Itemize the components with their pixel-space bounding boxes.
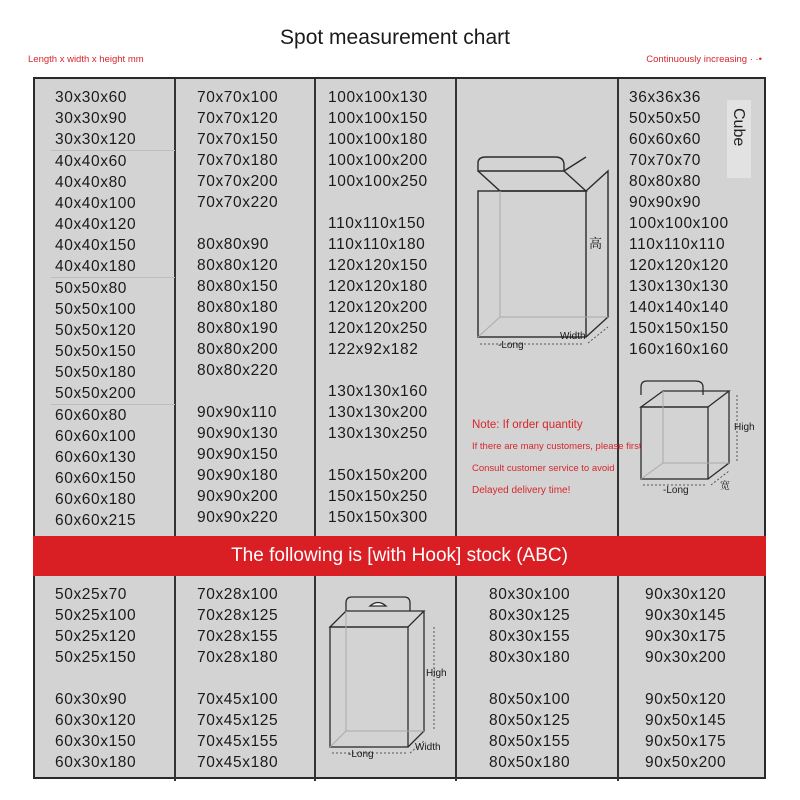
column-divider	[174, 576, 176, 781]
column-divider	[314, 79, 316, 536]
column-divider	[314, 576, 316, 781]
size-entry: 30x30x60	[55, 89, 128, 106]
size-entry: 70x28x100	[197, 586, 279, 603]
size-entry: 60x60x180	[55, 491, 137, 508]
size-entry: 90x90x150	[197, 446, 279, 463]
size-entry: 70x28x155	[197, 628, 279, 645]
cube-tag	[727, 100, 751, 178]
width-label: Width	[560, 331, 586, 342]
size-entry: 70x70x70	[629, 152, 702, 169]
size-entry: 90x50x200	[645, 754, 727, 771]
size-entry: 122x92x182	[328, 341, 419, 358]
size-entry: 100x100x180	[328, 131, 428, 148]
size-entry: 70x70x150	[197, 131, 279, 148]
size-entry: 70x45x125	[197, 712, 279, 729]
size-entry: 110x110x150	[328, 215, 426, 232]
size-entry: 70x70x220	[197, 194, 279, 211]
size-entry: 90x50x145	[645, 712, 727, 729]
size-entry: 70x45x155	[197, 733, 279, 750]
size-chart-frame	[33, 77, 766, 779]
size-entry: 80x80x180	[197, 299, 279, 316]
size-entry: 80x50x100	[489, 691, 571, 708]
continuously-increasing-label: Continuously increasing · ·•	[646, 54, 762, 65]
box-front-face	[478, 191, 586, 337]
size-entry: 130x130x250	[328, 425, 428, 442]
size-entry: 90x90x200	[197, 488, 279, 505]
size-entry: 40x40x120	[55, 216, 137, 233]
hook-size-column-2	[197, 584, 313, 773]
size-entry: 60x60x80	[55, 407, 128, 424]
size-entry: 70x70x200	[197, 173, 279, 190]
size-entry: 50x25x120	[55, 628, 137, 645]
size-entry: 150x150x150	[629, 320, 729, 337]
hook-long-label: -Long	[348, 749, 374, 760]
size-entry: 120x120x250	[328, 320, 428, 337]
size-entry: 50x50x200	[55, 385, 137, 402]
size-entry: 90x90x220	[197, 509, 279, 526]
size-entry: 60x60x150	[55, 470, 137, 487]
size-entry: 60x60x130	[55, 449, 137, 466]
size-entry: 90x30x120	[645, 586, 727, 603]
column-divider	[174, 79, 176, 536]
size-entry: 80x50x155	[489, 733, 571, 750]
size-entry: 90x90x110	[197, 404, 278, 421]
size-entry: 80x30x100	[489, 586, 571, 603]
size-entry: 50x50x80	[55, 280, 128, 297]
box-top-flap	[478, 157, 564, 171]
size-entry: 40x40x60	[55, 153, 128, 170]
size-entry: 80x80x220	[197, 362, 279, 379]
size-entry: 40x40x100	[55, 195, 137, 212]
size-entry: 60x30x150	[55, 733, 137, 750]
size-entry: 50x50x120	[55, 322, 137, 339]
size-entry: 90x30x145	[645, 607, 727, 624]
size-entry: 120x120x150	[328, 257, 428, 274]
cube-height-label: High	[734, 422, 755, 433]
size-entry: 110x110x110	[629, 236, 726, 253]
row-gap	[197, 381, 313, 402]
size-entry: 110x110x180	[328, 236, 426, 253]
note-line-2: If there are many customers, please first	[472, 440, 642, 452]
size-entry: 100x100x250	[328, 173, 428, 190]
size-entry: 50x50x50	[629, 110, 702, 127]
size-entry: 150x150x250	[328, 488, 428, 505]
row-gap	[489, 668, 615, 689]
size-entry: 100x100x100	[629, 215, 729, 232]
hook-size-column-3	[489, 584, 615, 773]
size-entry: 80x30x125	[489, 607, 571, 624]
size-entry: 80x80x200	[197, 341, 279, 358]
size-entry: 100x100x150	[328, 110, 428, 127]
size-entry: 100x100x200	[328, 152, 428, 169]
hook-height-label: High	[426, 668, 447, 679]
column-divider	[617, 576, 619, 781]
cube-tag-label: Cube	[730, 108, 747, 147]
size-entry: 70x45x100	[197, 691, 279, 708]
size-entry: 40x40x180	[55, 258, 137, 275]
hook-size-column-4	[645, 584, 765, 773]
size-entry: 90x90x90	[629, 194, 702, 211]
size-entry: 80x50x125	[489, 712, 571, 729]
size-entry: 60x60x60	[629, 131, 702, 148]
hook-width-label: Width	[415, 742, 441, 753]
row-gap	[645, 668, 765, 689]
tall-box-diagram	[460, 139, 620, 429]
size-entry: 80x30x180	[489, 649, 571, 666]
size-entry: 130x130x130	[629, 278, 729, 295]
size-entry: 50x50x100	[55, 301, 137, 318]
size-column-1	[55, 87, 171, 531]
size-entry: 120x120x180	[328, 278, 428, 295]
size-entry: 70x28x125	[197, 607, 279, 624]
size-entry: 70x70x100	[197, 89, 279, 106]
note-line-1: Note: If order quantity	[472, 419, 583, 431]
size-entry: 90x50x175	[645, 733, 727, 750]
size-entry: 60x30x180	[55, 754, 137, 771]
size-column-2	[197, 87, 313, 528]
size-entry: 60x60x215	[55, 512, 137, 529]
size-entry: 90x30x200	[645, 649, 727, 666]
size-entry: 50x25x100	[55, 607, 137, 624]
size-entry: 60x60x100	[55, 428, 137, 445]
size-entry: 70x28x180	[197, 649, 279, 666]
size-entry: 160x160x160	[629, 341, 729, 358]
cube-box-diagram	[633, 377, 758, 502]
order-note	[472, 419, 642, 496]
note-line-4: Delayed delivery time!	[472, 484, 571, 496]
size-entry: 80x80x150	[197, 278, 279, 295]
size-entry: 90x30x175	[645, 628, 727, 645]
size-entry: 130x130x200	[328, 404, 428, 421]
row-gap	[55, 668, 171, 689]
size-entry: 80x30x155	[489, 628, 571, 645]
row-gap	[197, 213, 313, 234]
size-entry: 80x50x180	[489, 754, 571, 771]
size-entry: 50x25x70	[55, 586, 128, 603]
size-entry: 80x80x90	[197, 236, 270, 253]
long-label: -Long	[498, 340, 524, 351]
hook-size-column-1	[55, 584, 171, 773]
column-divider	[455, 576, 457, 781]
size-entry: 80x80x190	[197, 320, 279, 337]
size-entry: 130x130x160	[328, 383, 428, 400]
cube-long-label: -Long	[663, 485, 689, 496]
size-entry: 140x140x140	[629, 299, 729, 316]
size-entry: 80x80x120	[197, 257, 279, 274]
size-entry: 150x150x200	[328, 467, 428, 484]
size-entry: 120x120x120	[629, 257, 729, 274]
size-entry: 120x120x200	[328, 299, 428, 316]
dimensions-unit-label: Length x width x height mm	[28, 54, 144, 65]
size-entry: 70x70x120	[197, 110, 279, 127]
row-gap	[328, 360, 454, 381]
size-entry: 70x70x180	[197, 152, 279, 169]
size-entry: 30x30x120	[55, 131, 137, 148]
height-label: 高	[589, 236, 603, 251]
size-entry: 90x90x180	[197, 467, 279, 484]
column-divider	[455, 79, 457, 536]
size-entry: 50x50x180	[55, 364, 137, 381]
page-title: Spot measurement chart	[280, 26, 510, 49]
size-entry: 150x150x300	[328, 509, 428, 526]
size-entry: 40x40x150	[55, 237, 137, 254]
size-entry: 60x30x90	[55, 691, 128, 708]
size-entry: 60x30x120	[55, 712, 137, 729]
row-gap	[328, 444, 454, 465]
note-line-3: Consult customer service to avoid	[472, 463, 615, 474]
size-column-3	[328, 87, 454, 528]
size-entry: 80x80x80	[629, 173, 702, 190]
cube-width-label: 宽	[720, 481, 730, 492]
hook-stock-banner: The following is [with Hook] stock (ABC)	[33, 536, 766, 576]
size-entry: 100x100x130	[328, 89, 428, 106]
size-entry: 30x30x90	[55, 110, 128, 127]
size-entry: 50x25x150	[55, 649, 137, 666]
size-entry: 70x45x180	[197, 754, 279, 771]
size-entry: 40x40x80	[55, 174, 128, 191]
row-gap	[197, 668, 313, 689]
size-entry: 90x90x130	[197, 425, 279, 442]
row-gap	[328, 192, 454, 213]
size-entry: 36x36x36	[629, 89, 702, 106]
size-entry: 90x50x120	[645, 691, 727, 708]
size-entry: 50x50x150	[55, 343, 137, 360]
